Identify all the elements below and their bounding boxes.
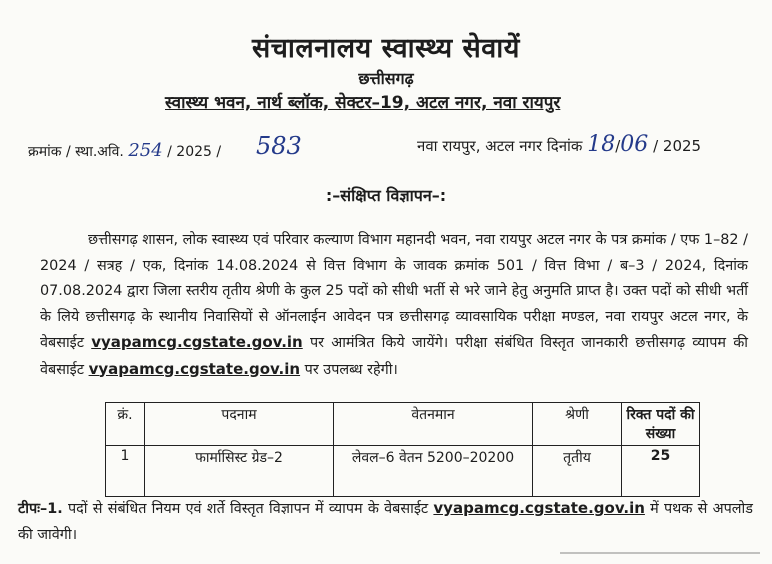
dateline-year: / 2025 xyxy=(653,137,702,155)
office-address: स्वास्थ्य भवन, नार्थ ब्लॉक, सेक्टर–19, अटल नगर, नवा रायपुर xyxy=(165,93,561,113)
reference-prefix: क्रमांक / स्था.अवि. xyxy=(28,144,124,160)
table-row xyxy=(106,446,700,497)
footnote-label: टीपः–1. xyxy=(18,501,63,517)
handwritten-day: 18 xyxy=(587,132,616,157)
col-header-vacancies: रिक्त पदों की संख्या xyxy=(622,403,700,446)
cell-payscale: लेवल–6 वेतन 5200–20200 xyxy=(334,446,533,497)
body-part-1: छत्तीसगढ़ शासन, लोक स्वास्थ्य एवं परिवार कल्याण विभाग महानदी भवन, नवा रायपुर अटल नगर के पत्र क्रमांक / एफ 1–82 / 2024 / सत्रह / एक, दिनांक 14.08.2024 से वित्त विभाग के जावक क्रमांक 501 / वित्त विभा / ब–3 / 2024, दिनांक 07.08.2024 द्वारा जिला स्तरीय तृतीय श्रेणी के कुल 25 पदों को सीधी भर्ती से भरे जाने हेतु अनुमति प्राप्त है। उक्त पदों को सीधी भर्ती के लिये छत्तीसगढ़ के स्थानीय निवासियों से ऑनलाईन आवेदन पत्र छत्तीसगढ़ व्यावसायिक परीक्षा मण्डल, नवा रायपुर अटल नगर, के वेबसाईट xyxy=(40,232,749,351)
col-header-post: पदनाम xyxy=(145,403,334,446)
footnote-text-1: पदों से संबंधित नियम एवं शर्ते विस्तृत विज्ञापन में व्यापम के वेबसाईट xyxy=(67,501,429,517)
handwritten-dispatch-number: 583 xyxy=(256,132,302,160)
col-header-payscale: वेतनमान xyxy=(334,403,533,446)
state-name: छत्तीसगढ़ xyxy=(358,69,414,88)
cell-serial: 1 xyxy=(106,446,145,497)
reference-number xyxy=(28,132,302,161)
dateline-place: नवा रायपुर, अटल नगर दिनांक xyxy=(417,137,583,155)
table-header-row xyxy=(106,403,700,446)
notice-body xyxy=(40,228,748,383)
cell-vacancies: 25 xyxy=(622,446,700,497)
body-part-2: पर आमंत्रित किये जायेंगे। परीक्षा संबंधित विस्तृत जानकारी छत्तीसगढ़ व्यापम की वेबसाईट xyxy=(40,335,749,378)
reference-year: / 2025 / xyxy=(167,144,222,160)
footnote xyxy=(18,495,753,548)
page-cut-edge xyxy=(560,552,760,564)
footnote-website-link[interactable]: vyapamcg.cgstate.gov.in xyxy=(433,499,645,517)
handwritten-month: 06 xyxy=(620,132,649,157)
col-header-category: श्रेणी xyxy=(533,403,622,446)
cell-category: तृतीय xyxy=(533,446,622,497)
date-separator: / xyxy=(615,137,621,155)
website-link-1[interactable]: vyapamcg.cgstate.gov.in xyxy=(91,333,303,351)
cell-post: फार्मासिस्ट ग्रेड–2 xyxy=(145,446,334,497)
body-part-3: पर उपलब्ध रहेगी। xyxy=(304,361,398,378)
notice-title: :–संक्षिप्त विज्ञापन–: xyxy=(325,186,447,205)
handwritten-file-number: 254 xyxy=(128,140,163,161)
dateline xyxy=(417,132,701,157)
col-header-serial: क्रं. xyxy=(106,403,145,446)
vacancy-table xyxy=(105,402,700,497)
website-link-2[interactable]: vyapamcg.cgstate.gov.in xyxy=(88,359,301,378)
footnote-text-2: में पथक से अपलोड की जावेगी। xyxy=(18,501,753,543)
department-title: संचालनालय स्वास्थ्य सेवायें xyxy=(252,33,520,64)
